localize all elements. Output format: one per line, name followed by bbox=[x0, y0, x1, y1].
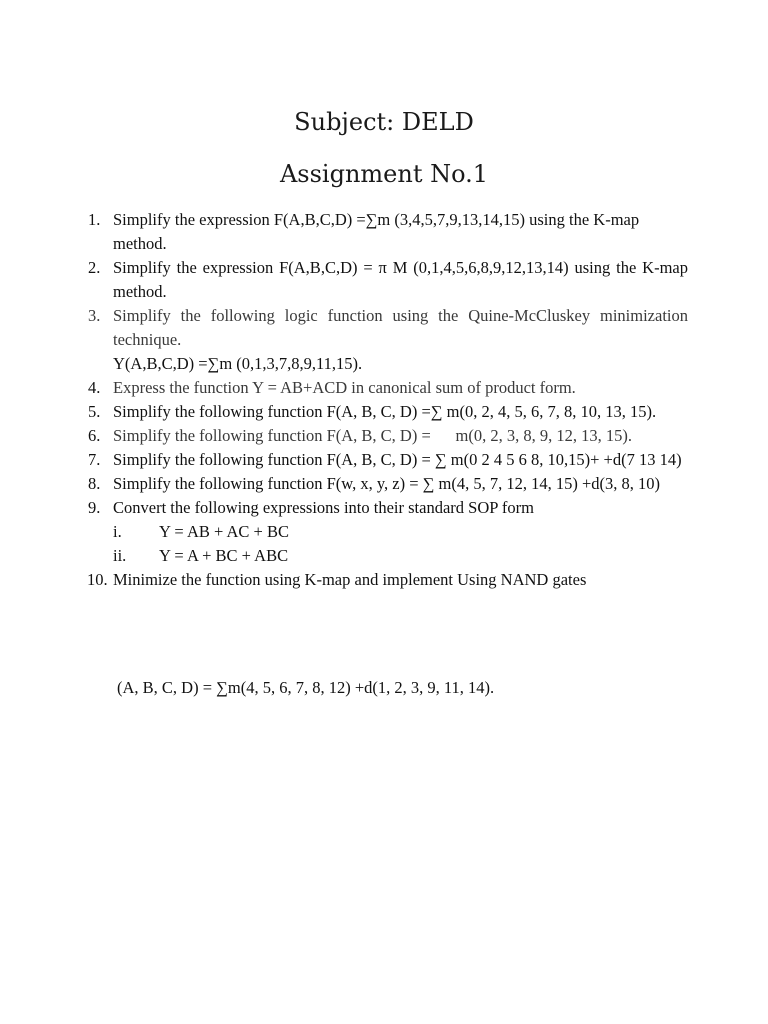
question-item bbox=[88, 208, 688, 256]
sub-question-item bbox=[113, 544, 688, 568]
question-text: Express the function Y = AB+ACD in canonical sum of product form. bbox=[113, 378, 576, 397]
question-item bbox=[88, 424, 688, 448]
question-number: 8. bbox=[88, 474, 101, 493]
question-item bbox=[88, 304, 688, 376]
sub-question-list bbox=[113, 520, 688, 568]
question-expression: Y(A,B,C,D) =∑m (0,1,3,7,8,9,11,15). bbox=[113, 354, 363, 373]
sub-question-expression: Y = AB + AC + BC bbox=[159, 522, 290, 541]
question-text: Simplify the expression F(A,B,C,D) =∑m (3,4,5,7,9,13,14,15) using the K-map method. bbox=[113, 210, 640, 253]
sub-question-expression: Y = A + BC + ABC bbox=[159, 546, 289, 565]
question-item bbox=[88, 400, 688, 424]
question-item bbox=[88, 256, 688, 304]
question-text: Simplify the expression F(A,B,C,D) = π M (0,1,4,5,6,8,9,12,13,14) using the K-map method. bbox=[113, 258, 688, 301]
assignment-heading: Assignment No.1 bbox=[279, 160, 489, 188]
roman-numeral: ii. bbox=[113, 546, 127, 565]
question-text: Simplify the following logic function using the Quine-McCluskey minimization technique. bbox=[113, 306, 688, 349]
question-text: Simplify the following function F(A, B, C, D) = ∑ m(0 2 4 5 6 8, 10,15)+ +d(7 13 14) bbox=[113, 450, 682, 469]
question-expression: (A, B, C, D) = ∑m(4, 5, 6, 7, 8, 12) +d(1, 2, 3, 9, 11, 14). bbox=[117, 678, 495, 697]
question-text: Simplify the following function F(A, B, C, D) =∑ m(0, 2, 4, 5, 6, 7, 8, 10, 13, 15). bbox=[113, 402, 657, 421]
question-item bbox=[88, 472, 688, 496]
question-text: Simplify the following function F(A, B, C, D) = m(0, 2, 3, 8, 9, 12, 13, 15). bbox=[113, 426, 632, 445]
question-text: Convert the following expressions into their standard SOP form bbox=[113, 498, 534, 517]
question-number: 7. bbox=[88, 450, 101, 469]
question-item bbox=[88, 376, 688, 400]
question-item bbox=[88, 448, 688, 472]
question-number: 4. bbox=[88, 378, 101, 397]
question-number: 6. bbox=[88, 426, 101, 445]
question-item bbox=[88, 496, 688, 568]
question-number: 9. bbox=[88, 498, 101, 517]
question-number: 1. bbox=[88, 210, 101, 229]
question-text: Simplify the following function F(w, x, y, z) = ∑ m(4, 5, 7, 12, 14, 15) +d(3, 8, 10) bbox=[113, 474, 661, 493]
subject-heading: Subject: DELD bbox=[294, 108, 474, 136]
sub-question-item bbox=[113, 520, 688, 544]
question-text: Minimize the function using K-map and implement Using NAND gates bbox=[113, 570, 587, 589]
question-number: 5. bbox=[88, 402, 101, 421]
question-number: 2. bbox=[88, 258, 101, 277]
question-number: 10. bbox=[87, 570, 108, 589]
roman-numeral: i. bbox=[113, 522, 122, 541]
question-list bbox=[88, 208, 688, 592]
question-number: 3. bbox=[88, 306, 101, 325]
question-item bbox=[88, 568, 688, 592]
